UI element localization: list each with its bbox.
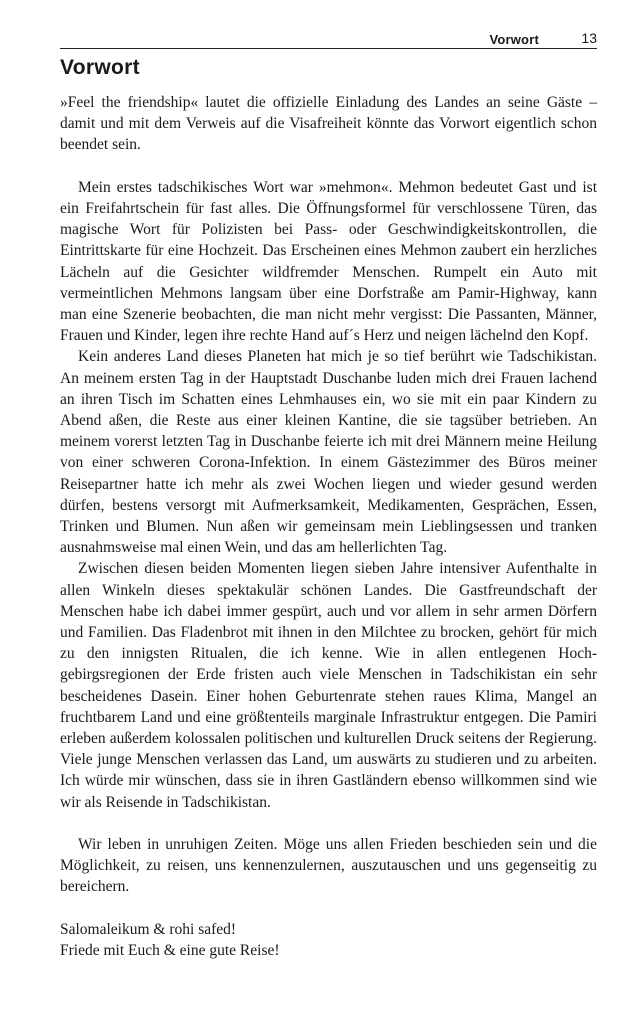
closing-line-1: Salomaleikum & rohi safed! [60,920,237,938]
paragraph-seven-years: Zwischen diesen beiden Momenten liegen sieben Jahre intensiver Aufenthalte in allen Winkeln dieses spektakulär schönen Landes. Die Gastfreundschaft der Menschen habe ich dabei immer gespürt, auch und vor allem in sehr armen Dörfern und Familien. Das Fladenbrot mit ihnen in den Milchtee zu brocken, gehört für mich zu den innigsten Ritualen, die ich kenne. Wie in allen entlegenen Hochgebirgsregionen der Erde fristen auch viele Menschen in Tadschikistan ein sehr bescheidenes Dasein. Einer hohen Geburtenrate stehen raues Klima, Mangel an fruchtbarem Land und eine größtenteils marginale Infrastruktur entgegen. Die Pamiri erleben außerdem kolossalen politischen und kulturellen Druck seitens der Regierung. Viele junge Menschen verlassen das Land, um auswärts zu studieren und zu arbeiten. Ich würde mir wünschen, dass sie in ihren Gastländern ebenso willkommen sind wie wir als Reisende in Tadschikistan. [60,560,597,811]
header-rule [60,48,597,49]
paragraph-peace: Wir leben in unruhigen Zeiten. Möge uns allen Frieden beschieden sein und die Möglichkeit, zu reisen, uns kennenzulernen, auszutauschen und uns gegenseitig zu bereichern. [60,836,597,896]
paragraph-mehmon: Mein erstes tadschikisches Wort war »mehmon«. Mehmon bedeutet Gast und ist ein Freifahrtschein für fast alles. Die Öffnungsformel für verschlossene Türen, das magische Wort für Polizisten bei Pass- oder Geschwindigkeitskontrollen, die Eintrittskarte für eine Hochzeit. Das Erscheinen eines Mehmon zaubert ein herzliches Lächeln auf die Gesichter wildfremder Menschen. Rumpelt ein Auto mit vermeintlichen Mehmons langsam über eine Dorfstraße am Pamir-Highway, kann man eine Szenerie beobachten, die man nicht mehr vergisst: Die Passanten, Männer, Frauen und Kinder, legen ihre rechte Hand auf´s Herz und neigen lächelnd den Kopf. [60,178,597,345]
chapter-title: Vorwort [60,56,140,79]
running-header-section: Vorwort [489,32,539,47]
paragraph-first-day: Kein anderes Land dieses Planeten hat mich je so tief berührt wie Tadschikistan. An meinem ersten Tag in der Hauptstadt Duschanbe luden mich drei Frauen lachend an ihren Tisch im Schatten eines Lehmhauses ein, wo sie mit ein paar Kindern zu Abend aßen, die Reste aus einer kleinen Kantine, die sie tagsüber betrieben. An meinem vorerst letzten Tag in Duschanbe feierte ich mit drei Männern meine Heilung von einer schweren Corona-Infektion. In einem Gästezimmer des Büros meiner Reisepartner hatte ich mehr als zwei Wochen liegen und wieder gesund werden dürfen, bestens versorgt mit Aufmerksamkeit, Medikamenten, Gesprächen, Essen, Trinken und Blumen. Nun aßen wir gemeinsam mein Lieblingsessen und tranken ausnahmsweise mal einen Wein, und das am hellerlichten Tag. [60,348,597,557]
page-number: 13 [581,30,597,46]
closing-line-2: Friede mit Euch & eine gute Reise! [60,942,280,960]
body-text [60,92,597,961]
paragraph-intro: »Feel the friendship« lautet die offizielle Einladung des Landes an seine Gäste – damit und mit dem Verweis auf die Visafreiheit könnte das Vorwort eigentlich schon beendet sein. [60,94,597,154]
running-header [60,30,597,48]
